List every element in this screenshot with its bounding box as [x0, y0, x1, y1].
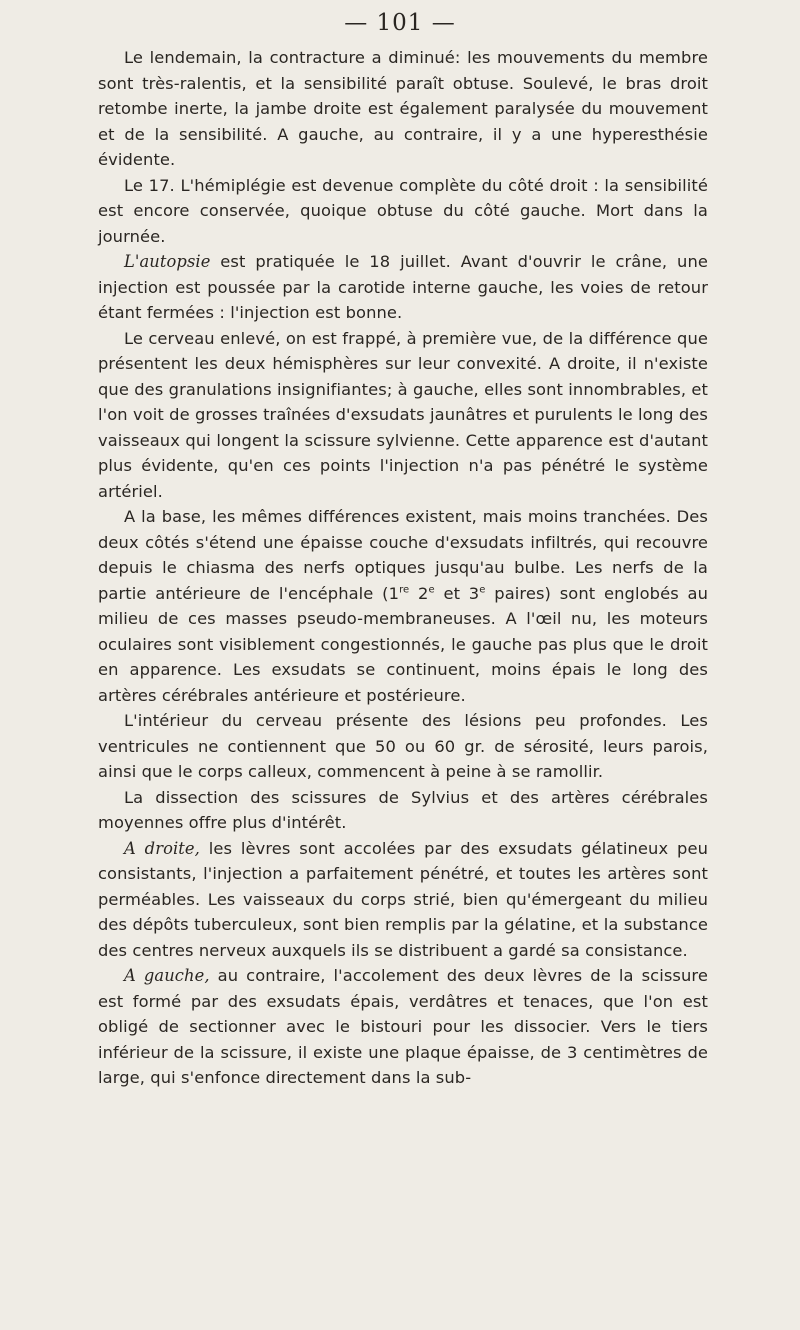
italic-lead-autopsie: L'autopsie	[124, 252, 211, 271]
paragraph-5-text-before: A la base, les mêmes différences existent, mais moins tranchées. Des deux côtés s'étend une épaisse couche d'exsudats infiltrés, qui recouvre depuis le chiasma des nerfs optiques jusqu'au bulbe. Les nerfs de la partie antérieure de l'encéphale (1	[98, 507, 708, 603]
page-number: — 101 —	[344, 10, 456, 36]
body-text	[98, 45, 708, 1091]
paragraph-5-text-mid2: et 3	[434, 583, 480, 603]
paragraph-5-text-mid1: 2	[409, 583, 429, 603]
paragraph-5	[98, 504, 708, 708]
superscript-e-2: e	[428, 584, 435, 596]
superscript-re: re	[399, 584, 410, 596]
paragraph-6: L'intérieur du cerveau présente des lésions peu profondes. Les ventricules ne contiennent que 50 ou 60 gr. de sérosité, leurs parois, ainsi que le corps calleux, commencent à peine à se ramollir.	[98, 711, 708, 781]
superscript-e-3: e	[479, 584, 486, 596]
paragraph-8-text: les lèvres sont accolées par des exsudats gélatineux peu consistants, l'injection a parfaitement pénétré, et toutes les artères sont perméables. Les vaisseaux du corps strié, bien qu'émergeant du milieu des dépôts tuberculeux, sont bien remplis par la gélatine, et la substance des centres nerveux auxquels ils se distribuent a gardé sa consistance.	[98, 838, 708, 960]
paragraph-2: Le 17. L'hémiplégie est devenue complète du côté droit : la sensibilité est encore conservée, quoique obtuse du côté gauche. Mort dans la journée.	[98, 175, 708, 246]
italic-lead-a-gauche: A gauche,	[124, 966, 210, 985]
paragraph-7: La dissection des scissures de Sylvius et des artères cérébrales moyennes offre plus d'intérêt.	[98, 787, 708, 832]
paragraph-4: Le cerveau enlevé, on est frappé, à première vue, de la différence que présentent les deux hémisphères sur leur convexité. A droite, il n'existe que des granulations insignifiantes; à gauche, elles sont innombrables, et l'on voit de grosses traînées d'exsudats jaunâtres et purulents le long des vaisseaux qui longent la scissure sylvienne. Cette apparence est d'autant plus évidente, qu'en ces points l'injection n'a pas pénétré le système artériel.	[98, 328, 708, 501]
paragraph-1: Le lendemain, la contracture a diminué: les mouvements du membre sont très-ralentis, et la sensibilité paraît obtuse. Soulevé, le bras droit retombe inerte, la jambe droite est également paralysée du mouvement et de la sensibilité. A gauche, au contraire, il y a une hyperesthésie évidente.	[98, 48, 708, 169]
paragraph-9-text: au contraire, l'accolement des deux lèvres de la scissure est formé par des exsudats épais, verdâtres et tenaces, que l'on est obligé de sectionner avec le bistouri pour les dissocier. Vers le tiers inférieur de la scissure, il existe une plaque épaisse, de 3 centimètres de large, qui s'enfonce directement dans la sub-	[98, 966, 708, 1087]
paragraph-8	[98, 836, 708, 964]
italic-lead-a-droite: A droite,	[124, 838, 200, 858]
paragraph-9	[98, 963, 708, 1091]
paragraph-3	[98, 249, 708, 326]
paragraph-5-text-after: paires) sont englobés au milieu de ces masses pseudo-membraneuses. A l'œil nu, les moteurs oculaires sont visiblement congestionnés, le gauche pas plus que le droit en apparence. Les exsudats se continuent, moins épais le long des artères cérébrales antérieure et postérieure.	[98, 583, 708, 705]
paragraph-3-text: est pratiquée le 18 juillet. Avant d'ouvrir le crâne, une injection est poussée par la carotide interne gauche, les voies de retour étant fermées : l'injection est bonne.	[98, 252, 708, 322]
